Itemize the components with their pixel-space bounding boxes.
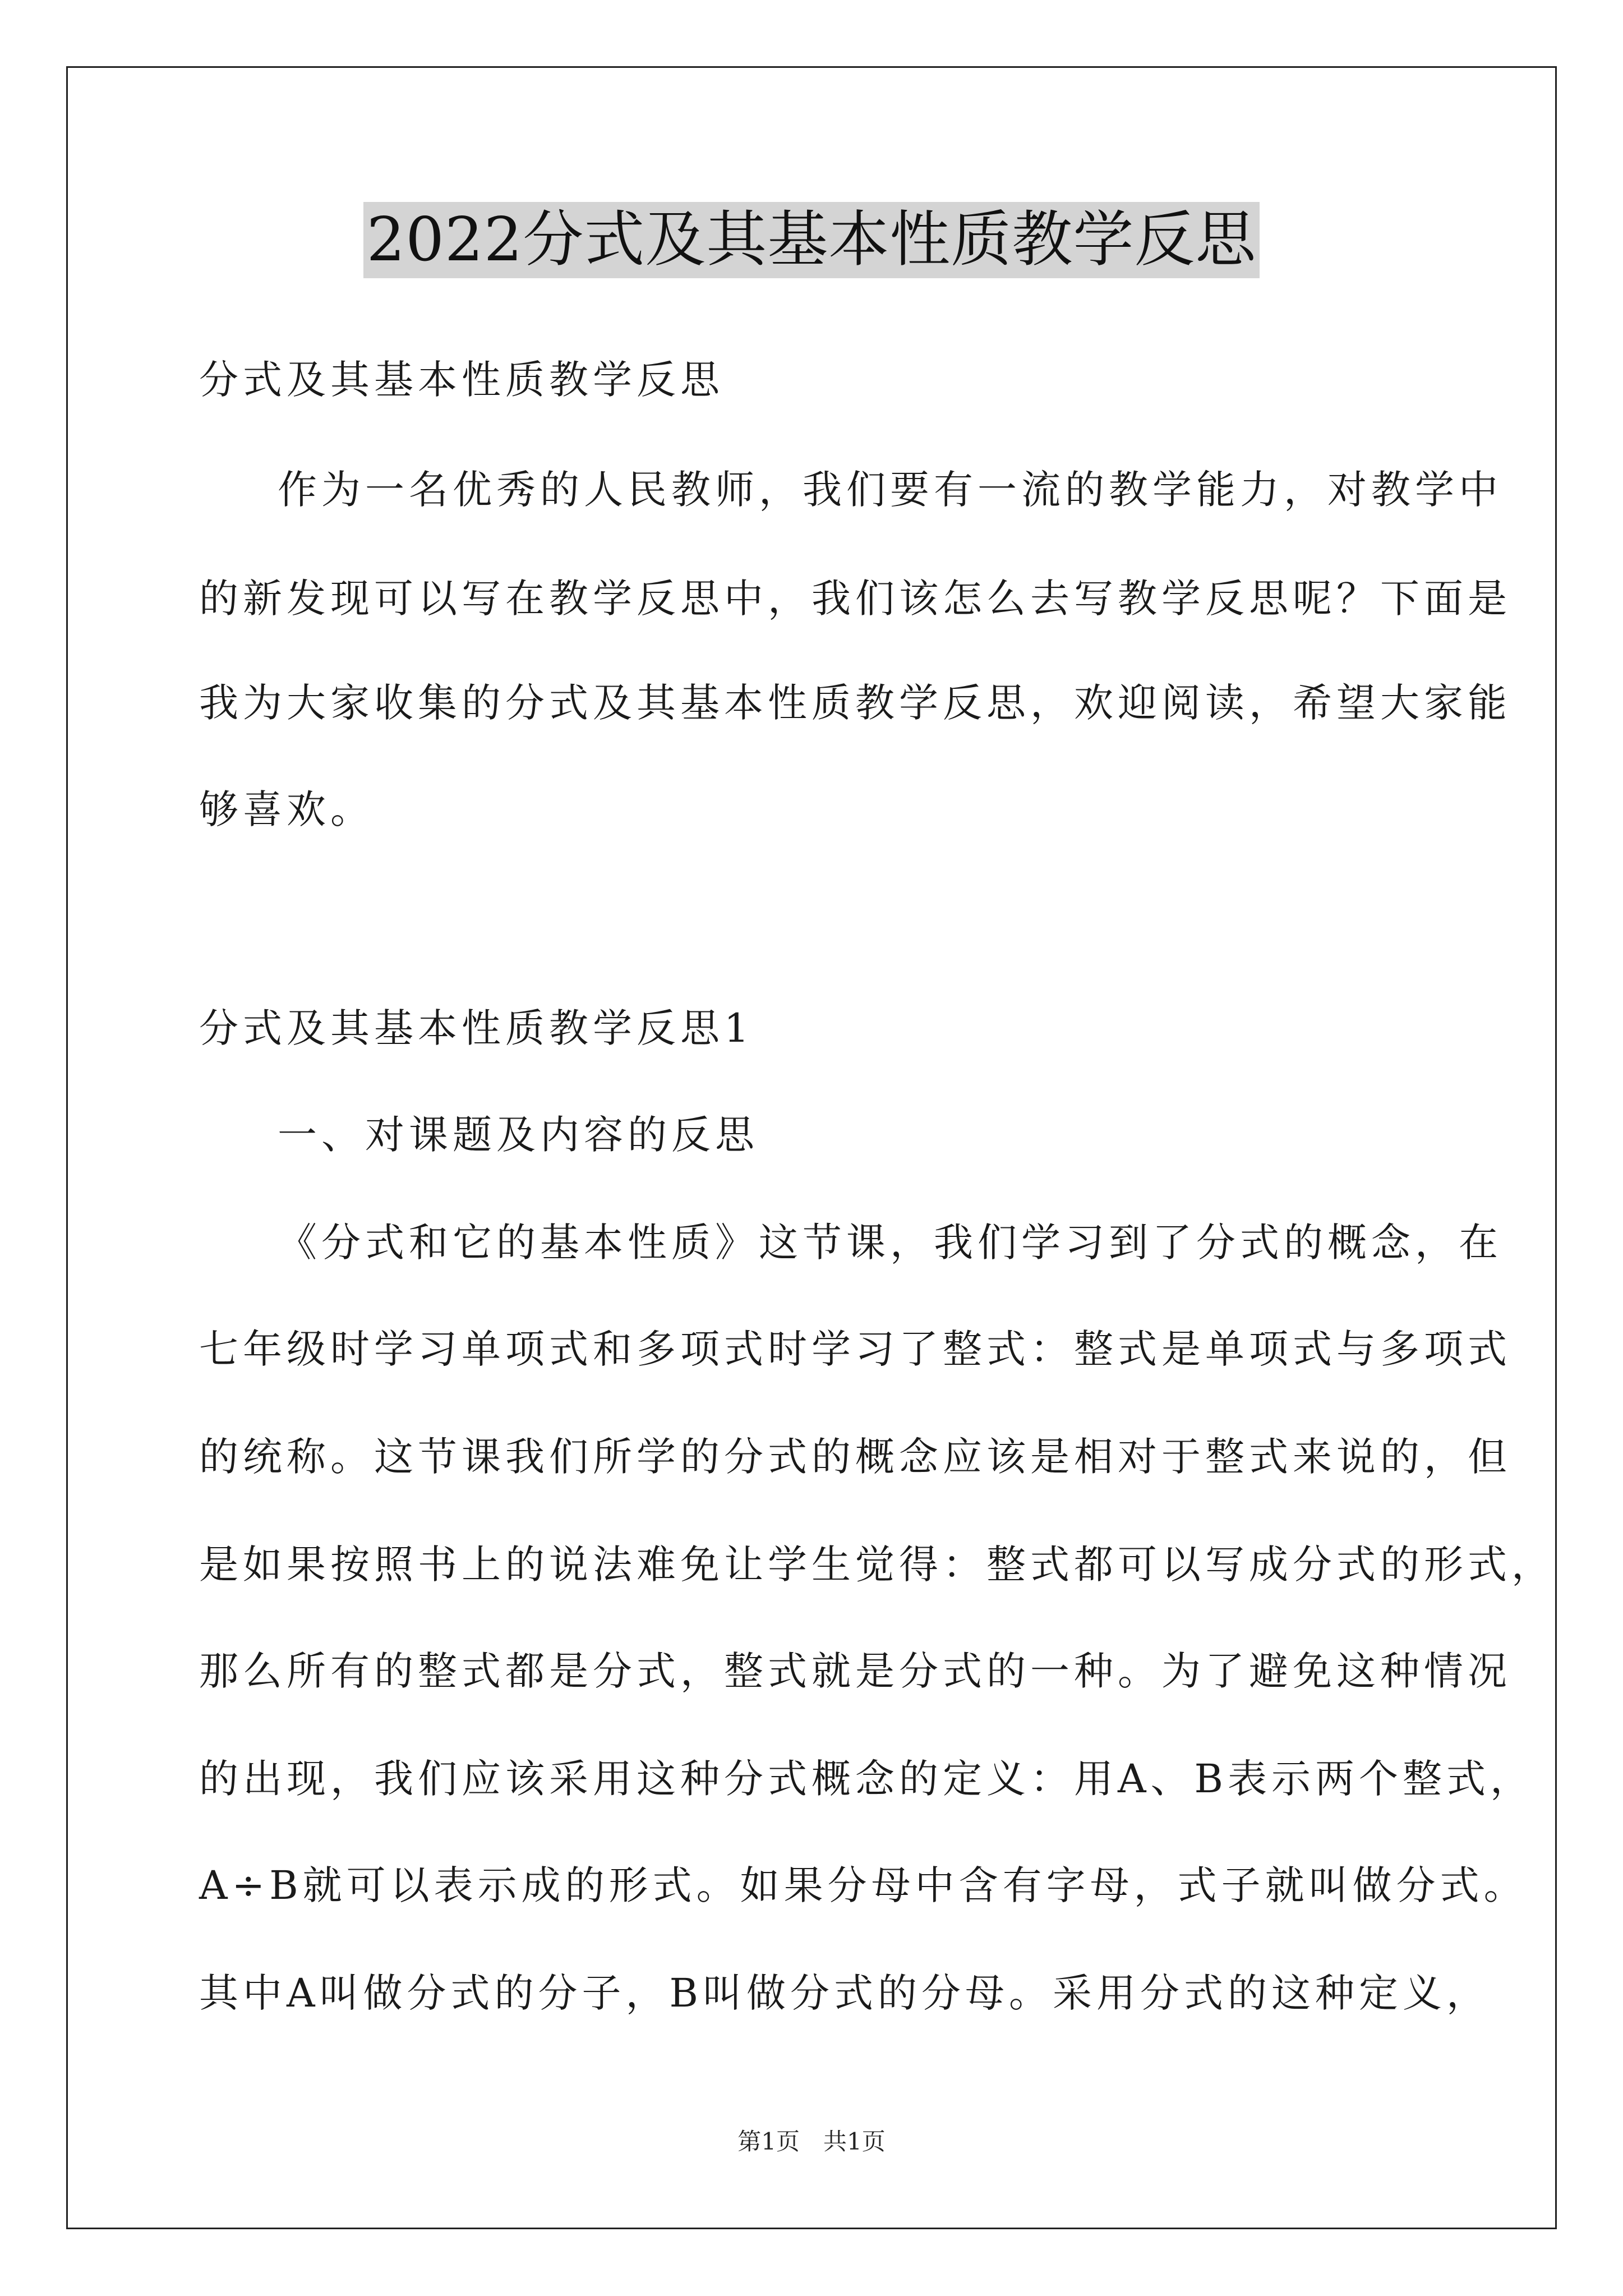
subheading: 一、对课题及内容的反思 xyxy=(278,1112,759,1158)
intro-line: 的新发现可以写在教学反思中，我们该怎么去写教学反思呢？下面是 xyxy=(199,576,1511,622)
intro-line: 我为大家收集的分式及其基本性质教学反思，欢迎阅读，希望大家能 xyxy=(199,680,1511,726)
body-line: 的出现，我们应该采用这种分式概念的定义：用A、B表示两个整式， xyxy=(199,1756,1534,1802)
intro-line: 作为一名优秀的人民教师，我们要有一流的教学能力，对教学中 xyxy=(278,467,1502,513)
body-line: 七年级时学习单项式和多项式时学习了整式：整式是单项式与多项式 xyxy=(199,1326,1511,1372)
document-title: 2022分式及其基本性质教学反思 xyxy=(363,202,1260,278)
section-heading: 分式及其基本性质教学反思1 xyxy=(199,1005,754,1051)
body-line: 那么所有的整式都是分式，整式就是分式的一种。为了避免这种情况 xyxy=(199,1648,1511,1694)
intro-line: 够喜欢。 xyxy=(199,786,374,832)
body-line: 是如果按照书上的说法难免让学生觉得：整式都可以写成分式的形式， xyxy=(199,1542,1555,1588)
body-line: 其中A叫做分式的分子，B叫做分式的分母。采用分式的这种定义， xyxy=(199,1970,1490,2016)
title-container xyxy=(0,202,1623,278)
body-line: 《分式和它的基本性质》这节课，我们学习到了分式的概念，在 xyxy=(278,1220,1502,1266)
body-line: 的统称。这节课我们所学的分式的概念应该是相对于整式来说的，但 xyxy=(199,1434,1511,1480)
document-subtitle: 分式及其基本性质教学反思 xyxy=(199,357,724,403)
page-footer: 第1页 共1页 xyxy=(737,2128,886,2155)
body-line: A÷B就可以表示成的形式。如果分母中含有字母，式子就叫做分式。 xyxy=(199,1862,1528,1908)
